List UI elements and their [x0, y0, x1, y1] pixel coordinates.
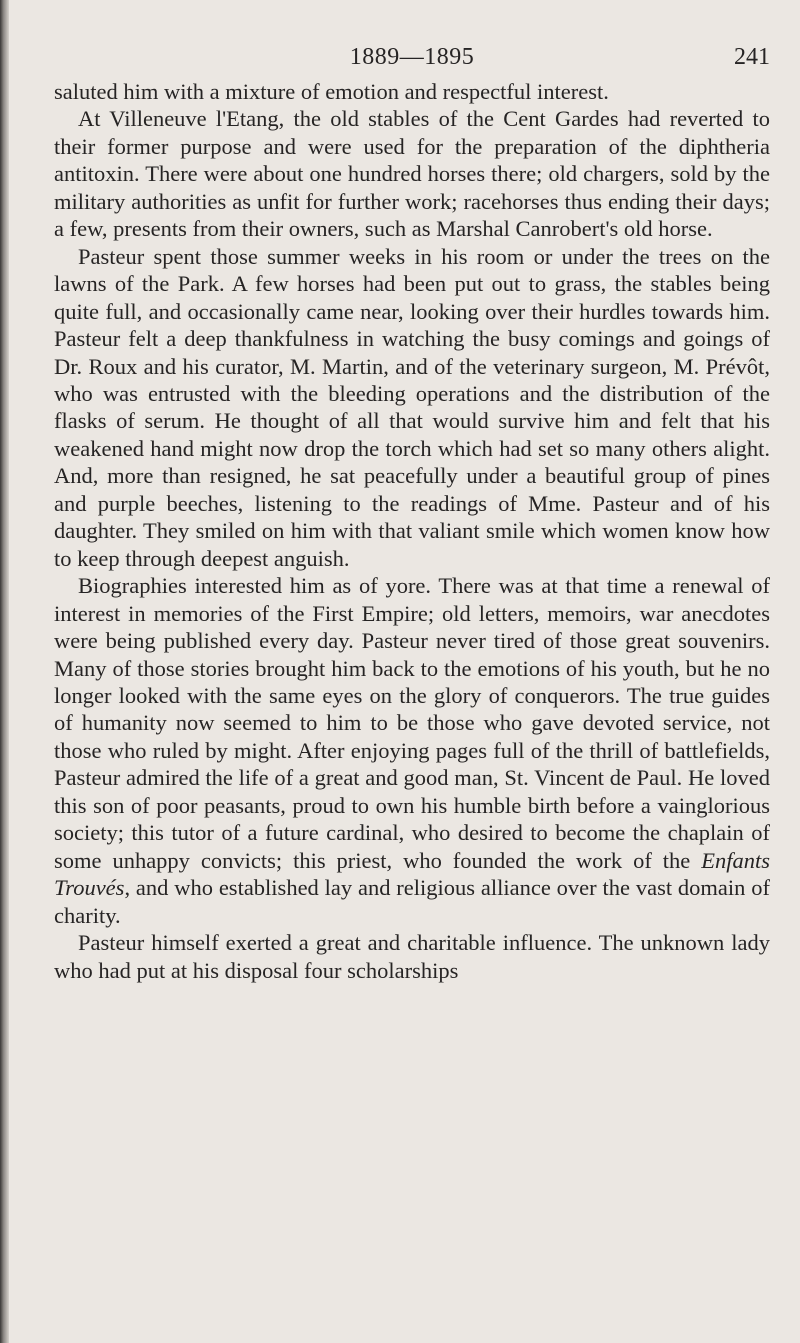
body-text [54, 78, 770, 984]
book-page [54, 42, 770, 984]
paragraph-1: saluted him with a mixture of emotion and respectful interest. [54, 79, 609, 104]
page-number: 241 [734, 44, 770, 70]
running-title: 1889—1895 [349, 44, 475, 70]
paragraph-4-continuation: , and who established lay and religious alliance over the vast domain of charity. [54, 875, 770, 928]
paragraph-3: Pasteur spent those summer weeks in his room or under the trees on the lawns of the Park. A few horses had been put out to grass, the stables being quite full, and occasionally came near, looking over their hurdles towards him. Pasteur felt a deep thankfulness in watching the busy comings and goings of Dr. Roux and his curator, M. Martin, and of the veterinary surgeon, M. Prévôt, who was entrusted with the bleeding operations and the distribution of the flasks of serum. He thought of all that would survive him and felt that his weakened hand might now drop the torch which had set so many others alight. And, more than resigned, he sat peacefully under a beautiful group of pines and purple beeches, listening to the readings of Mme. Pasteur and of his daughter. They smiled on him with that valiant smile which women know how to keep through deepest anguish. [54, 243, 770, 571]
paragraph-2: At Villeneuve l'Etang, the old stables of the Cent Gardes had reverted to their former purpose and were used for the preparation of the diphtheria antitoxin. There were about one hundred horses there; old chargers, sold by the military authorities as unfit for further work; racehorses thus ending their days; a few, presents from their owners, such as Marshal Canrobert's old horse. [54, 106, 770, 242]
paragraph-4 [54, 572, 770, 929]
paragraph-5: Pasteur himself exerted a great and charitable influence. The unknown lady who had put at his disposal four scholarships [54, 930, 770, 983]
book-spine-shadow [0, 0, 9, 1343]
italic-title: Enfants Trouvés [54, 847, 770, 901]
running-header [54, 42, 770, 78]
paragraph-4-text: Biographies interested him as of yore. There was at that time a renewal of interest in memories of the First Empire; old letters, memoirs, war anecdotes were being published every day. Pasteur never tired of those great souvenirs. Many of those stories brought him back to the emotions of his youth, but he no longer looked with the same eyes on the glory of conquerors. The true guides of humanity now seemed to him to be those who gave devoted service, not those who ruled by might. After enjoying pages full of the thrill of battlefields, Pasteur admired the life of a great and good man, St. Vincent de Paul. He loved this son of poor peasants, proud to own his humble birth before a vainglorious society; this tutor of a future cardinal, who desired to become the chaplain of some unhappy convicts; this priest, who founded the work of the [54, 573, 770, 873]
